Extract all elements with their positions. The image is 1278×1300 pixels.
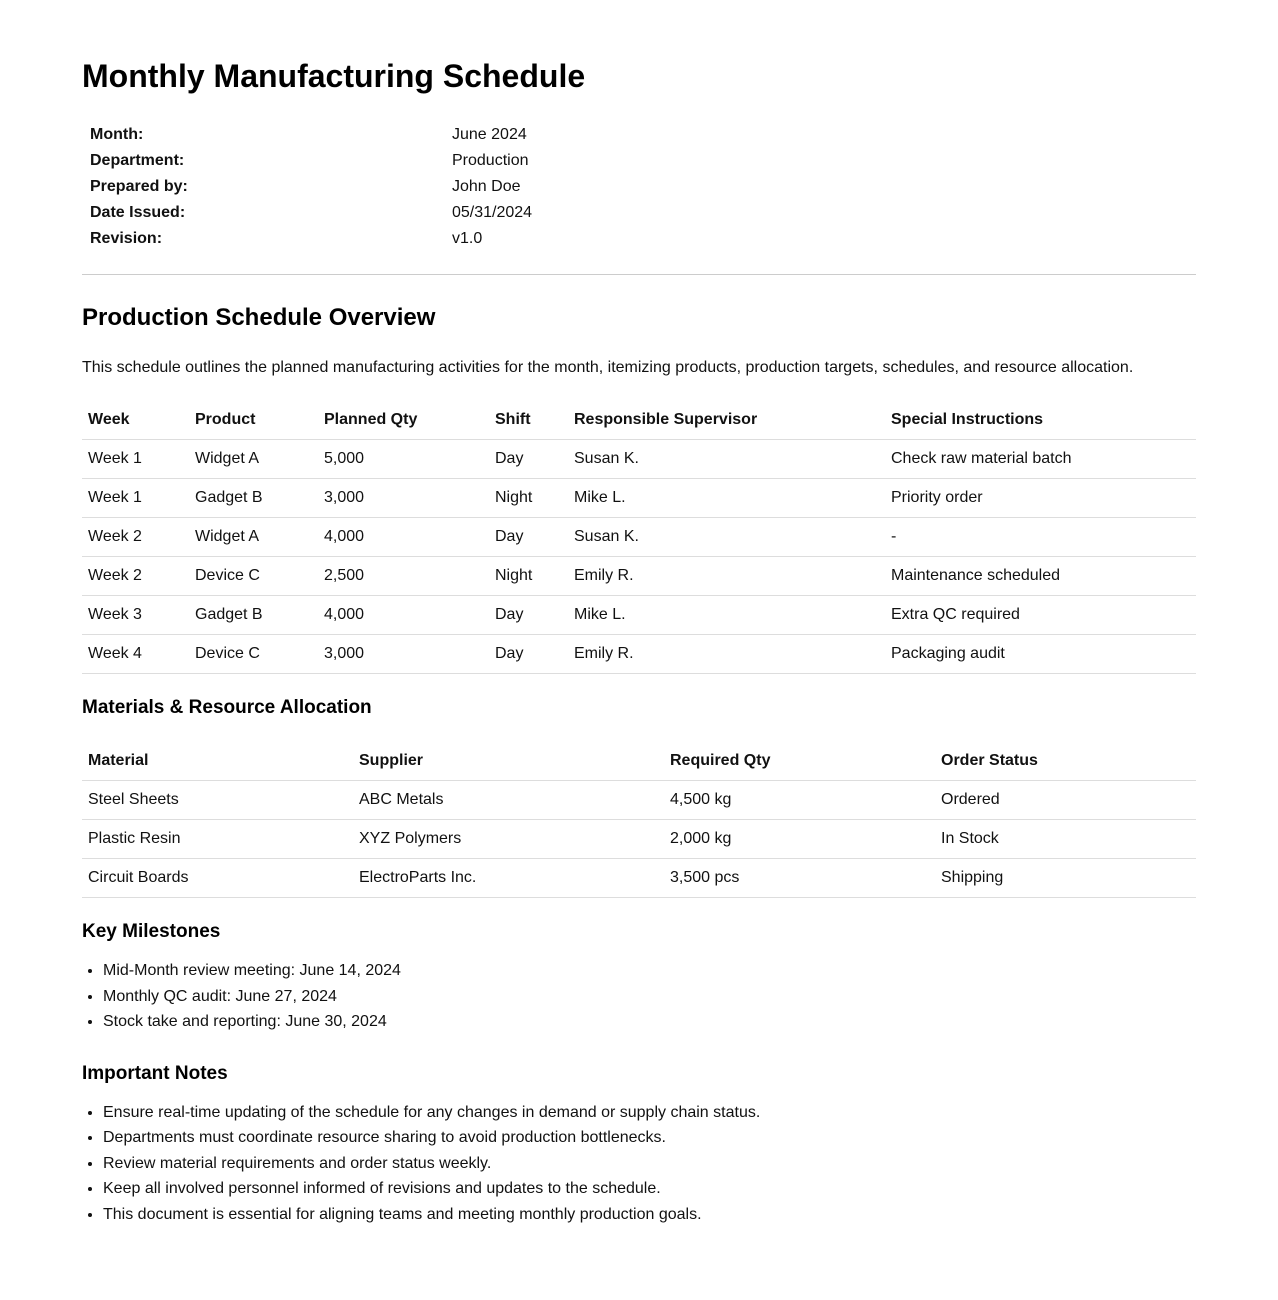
meta-row-revision: [82, 226, 540, 252]
meta-label: Date Issued:: [90, 204, 186, 221]
column-header-planned-qty: Planned Qty: [318, 401, 489, 440]
page-title: Monthly Manufacturing Schedule: [82, 58, 586, 94]
table-row: [82, 518, 1196, 557]
cell-week: Week 3: [82, 596, 189, 635]
meta-row-department: [82, 148, 540, 174]
cell-planned-qty: 3,000: [318, 479, 489, 518]
cell-week: Week 1: [82, 479, 189, 518]
document-meta-table: [82, 122, 540, 252]
cell-week: Week 2: [82, 557, 189, 596]
table-header-row: [82, 401, 1196, 440]
cell-special-instructions: Packaging audit: [885, 635, 1196, 674]
materials-table: [82, 742, 1196, 898]
meta-row-month: [82, 122, 540, 148]
table-row: [82, 635, 1196, 674]
cell-material: Steel Sheets: [82, 781, 353, 820]
list-item: • This document is essential for aligning teams and meeting monthly production goals.: [103, 1202, 1196, 1228]
cell-supervisor: Susan K.: [568, 518, 885, 557]
cell-shift: Night: [489, 557, 568, 596]
meta-row-prepared-by: [82, 174, 540, 200]
cell-special-instructions: Priority order: [885, 479, 1196, 518]
cell-product: Widget A: [189, 440, 318, 479]
table-row: [82, 820, 1196, 859]
cell-shift: Day: [489, 518, 568, 557]
cell-shift: Day: [489, 440, 568, 479]
cell-special-instructions: Check raw material batch: [885, 440, 1196, 479]
meta-value: v1.0: [452, 230, 483, 247]
meta-value: 05/31/2024: [452, 204, 533, 221]
table-header-row: [82, 742, 1196, 781]
cell-product: Gadget B: [189, 479, 318, 518]
cell-supplier: XYZ Polymers: [353, 820, 664, 859]
column-header-week: Week: [82, 401, 189, 440]
cell-shift: Night: [489, 479, 568, 518]
cell-supervisor: Mike L.: [568, 596, 885, 635]
meta-label: Revision:: [90, 230, 163, 247]
table-row: [82, 479, 1196, 518]
production-schedule-table: [82, 401, 1196, 674]
notes-list: [82, 1100, 1196, 1228]
table-row: [82, 440, 1196, 479]
meta-value: Production: [452, 152, 529, 169]
cell-required-qty: 2,000 kg: [664, 820, 935, 859]
meta-value: June 2024: [452, 126, 527, 143]
cell-special-instructions: -: [885, 518, 1196, 557]
cell-material: Circuit Boards: [82, 859, 353, 898]
cell-required-qty: 3,500 pcs: [664, 859, 935, 898]
table-row: [82, 557, 1196, 596]
cell-planned-qty: 3,000: [318, 635, 489, 674]
cell-week: Week 2: [82, 518, 189, 557]
cell-order-status: In Stock: [935, 820, 1196, 859]
milestones-list: [82, 958, 1196, 1035]
cell-week: Week 1: [82, 440, 189, 479]
meta-value: John Doe: [452, 178, 521, 195]
cell-planned-qty: 2,500: [318, 557, 489, 596]
column-header-order-status: Order Status: [935, 742, 1196, 781]
table-row: [82, 859, 1196, 898]
cell-planned-qty: 5,000: [318, 440, 489, 479]
cell-shift: Day: [489, 596, 568, 635]
meta-label: Department:: [90, 152, 185, 169]
overview-heading: Production Schedule Overview: [82, 304, 436, 331]
cell-order-status: Shipping: [935, 859, 1196, 898]
cell-supplier: ElectroParts Inc.: [353, 859, 664, 898]
meta-row-date-issued: [82, 200, 540, 226]
meta-label: Month:: [90, 126, 144, 143]
cell-required-qty: 4,500 kg: [664, 781, 935, 820]
cell-special-instructions: Maintenance scheduled: [885, 557, 1196, 596]
cell-supervisor: Emily R.: [568, 557, 885, 596]
cell-product: Widget A: [189, 518, 318, 557]
column-header-product: Product: [189, 401, 318, 440]
table-row: [82, 781, 1196, 820]
column-header-material: Material: [82, 742, 353, 781]
list-item: • Stock take and reporting: June 30, 2024: [103, 1009, 1196, 1035]
cell-supervisor: Mike L.: [568, 479, 885, 518]
list-item: • Review material requirements and order status weekly.: [103, 1151, 1196, 1177]
materials-heading: Materials & Resource Allocation: [82, 697, 372, 718]
section-divider: [82, 274, 1196, 275]
column-header-required-qty: Required Qty: [664, 742, 935, 781]
column-header-special-instructions: Special Instructions: [885, 401, 1196, 440]
cell-special-instructions: Extra QC required: [885, 596, 1196, 635]
milestones-heading: Key Milestones: [82, 921, 221, 942]
list-item: • Ensure real-time updating of the schedule for any changes in demand or supply chain status.: [103, 1100, 1196, 1126]
cell-supervisor: Emily R.: [568, 635, 885, 674]
meta-label: Prepared by:: [90, 178, 188, 195]
cell-supplier: ABC Metals: [353, 781, 664, 820]
table-row: [82, 596, 1196, 635]
cell-order-status: Ordered: [935, 781, 1196, 820]
notes-heading: Important Notes: [82, 1062, 228, 1084]
cell-product: Gadget B: [189, 596, 318, 635]
list-item: • Monthly QC audit: June 27, 2024: [103, 984, 1196, 1010]
cell-week: Week 4: [82, 635, 189, 674]
list-item: • Departments must coordinate resource sharing to avoid production bottlenecks.: [103, 1125, 1196, 1151]
column-header-supervisor: Responsible Supervisor: [568, 401, 885, 440]
cell-planned-qty: 4,000: [318, 518, 489, 557]
cell-material: Plastic Resin: [82, 820, 353, 859]
cell-supervisor: Susan K.: [568, 440, 885, 479]
column-header-shift: Shift: [489, 401, 568, 440]
cell-product: Device C: [189, 557, 318, 596]
list-item: • Keep all involved personnel informed of revisions and updates to the schedule.: [103, 1176, 1196, 1202]
overview-intro: This schedule outlines the planned manufacturing activities for the month, itemizing products, production targets, schedules, and resource allocation.: [82, 359, 1134, 376]
cell-planned-qty: 4,000: [318, 596, 489, 635]
list-item: • Mid-Month review meeting: June 14, 2024: [103, 958, 1196, 984]
column-header-supplier: Supplier: [353, 742, 664, 781]
cell-product: Device C: [189, 635, 318, 674]
cell-shift: Day: [489, 635, 568, 674]
